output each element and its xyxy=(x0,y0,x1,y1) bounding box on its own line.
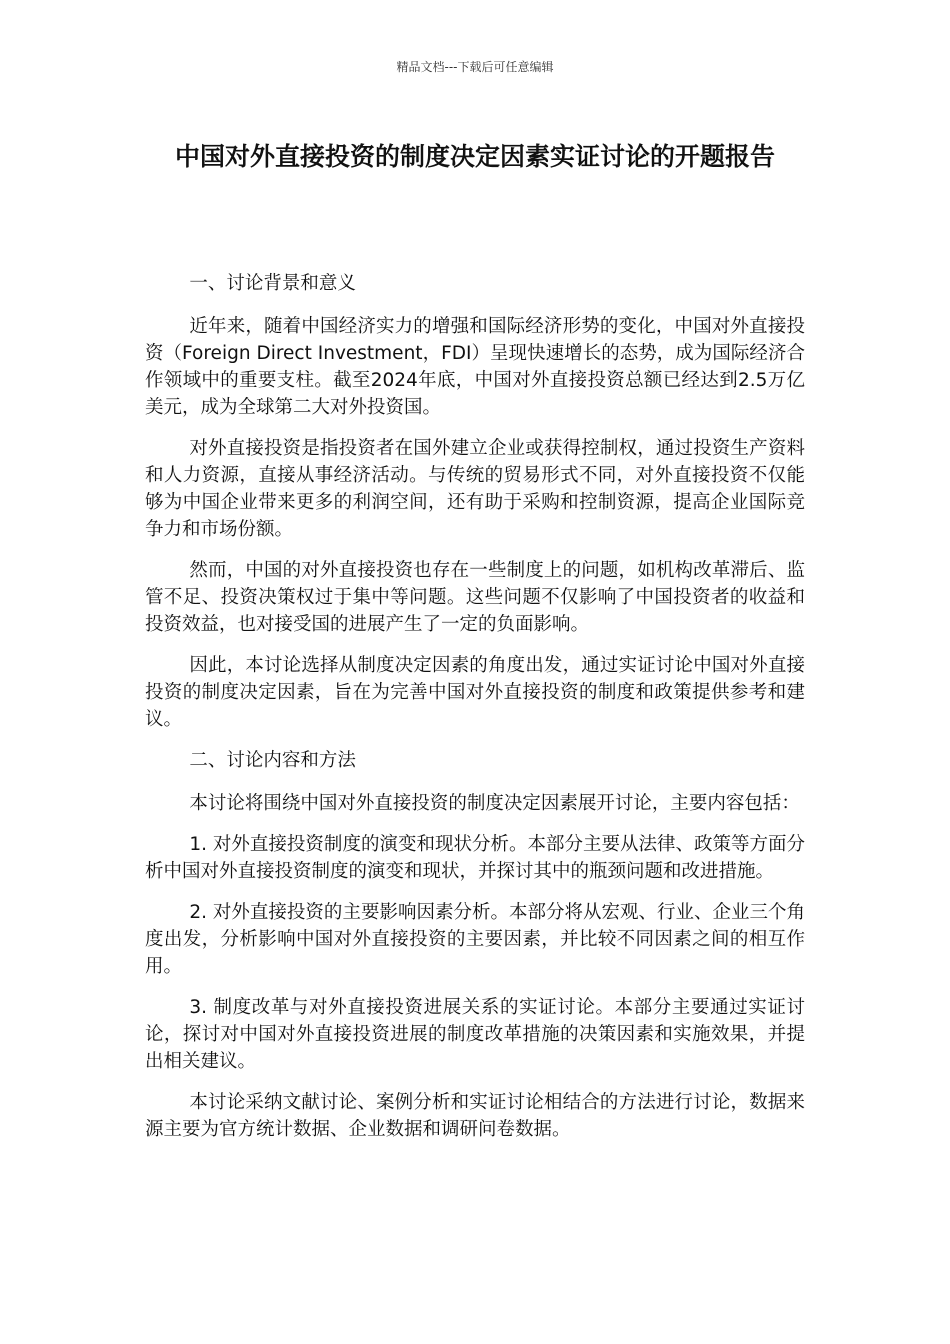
document-body xyxy=(145,270,805,1157)
list-item-2: 2. 对外直接投资的主要影响因素分析。本部分将从宏观、行业、企业三个角度出发，分析影响中国对外直接投资的主要因素，并比较不同因素之间的相互作用。 xyxy=(145,902,805,977)
section-heading-background: 一、讨论背景和意义 xyxy=(189,273,356,294)
document-title: 中国对外直接投资的制度决定因素实证讨论的开题报告 xyxy=(174,142,775,171)
paragraph-background-4: 因此，本讨论选择从制度决定因素的角度出发，通过实证讨论中国对外直接投资的制度决定因素，旨在为完善中国对外直接投资的制度和政策提供参考和建议。 xyxy=(145,655,805,730)
paragraph-content-intro: 本讨论将围绕中国对外直接投资的制度决定因素展开讨论，主要内容包括： xyxy=(189,793,800,814)
page-header-note: 精品文档---下载后可任意编辑 xyxy=(396,60,554,74)
section-heading-content-method: 二、讨论内容和方法 xyxy=(189,750,356,771)
paragraph-method: 本讨论采纳文献讨论、案例分析和实证讨论相结合的方法进行讨论，数据来源主要为官方统计数据、企业数据和调研问卷数据。 xyxy=(145,1092,805,1140)
list-item-1: 1. 对外直接投资制度的演变和现状分析。本部分主要从法律、政策等方面分析中国对外直接投资制度的演变和现状，并探讨其中的瓶颈问题和改进措施。 xyxy=(145,834,805,882)
paragraph-background-2: 对外直接投资是指投资者在国外建立企业或获得控制权，通过投资生产资料和人力资源，直接从事经济活动。与传统的贸易形式不同，对外直接投资不仅能够为中国企业带来更多的利润空间，还有助于采购和控制资源，提高企业国际竞争力和市场份额。 xyxy=(145,438,805,540)
list-item-3: 3. 制度改革与对外直接投资进展关系的实证讨论。本部分主要通过实证讨论，探讨对中国对外直接投资进展的制度改革措施的决策因素和实施效果，并提出相关建议。 xyxy=(145,997,805,1072)
paragraph-background-3: 然而，中国的对外直接投资也存在一些制度上的问题，如机构改革滞后、监管不足、投资决策权过于集中等问题。这些问题不仅影响了中国投资者的收益和投资效益，也对接受国的进展产生了一定的负面影响。 xyxy=(145,560,805,635)
paragraph-background-1: 近年来，随着中国经济实力的增强和国际经济形势的变化，中国对外直接投资（Foreign Direct Investment，FDI）呈现快速增长的态势，成为国际经济合作领域中的重要支柱。截至2024年底，中国对外直接投资总额已经达到2.5万亿美元，成为全球第二大对外投资国。 xyxy=(145,316,805,418)
